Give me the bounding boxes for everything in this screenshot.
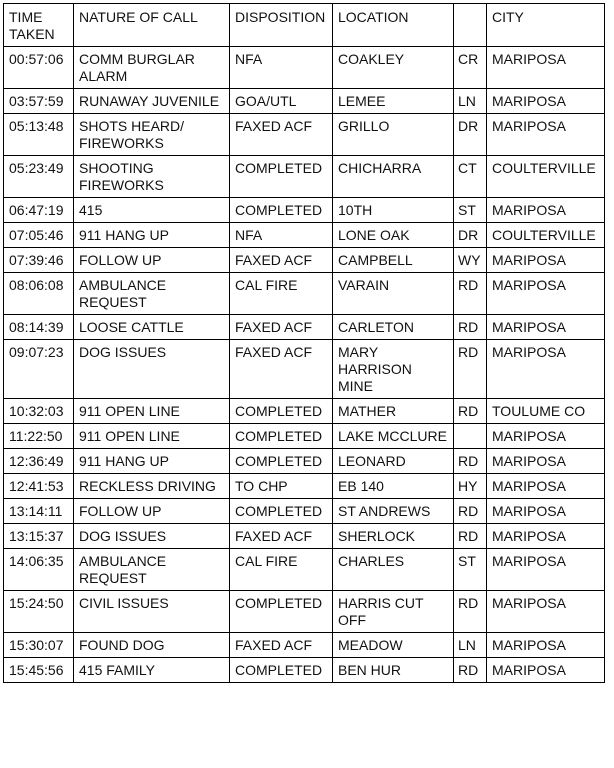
cell-location: LEONARD bbox=[333, 449, 454, 474]
table-row bbox=[4, 89, 605, 114]
cell-location: GRILLO bbox=[333, 114, 454, 156]
cell-city: COULTERVILLE bbox=[487, 223, 605, 248]
cell-disposition: FAXED ACF bbox=[230, 248, 333, 273]
cell-disposition: COMPLETED bbox=[230, 399, 333, 424]
cell-disposition: NFA bbox=[230, 223, 333, 248]
cell-city: MARIPOSA bbox=[487, 273, 605, 315]
cell-city: MARIPOSA bbox=[487, 47, 605, 89]
cell-location: 10TH bbox=[333, 198, 454, 223]
table-row bbox=[4, 248, 605, 273]
cell-street-suffix: RD bbox=[454, 591, 487, 633]
cell-street-suffix: RD bbox=[454, 273, 487, 315]
header-city: CITY bbox=[487, 4, 605, 47]
cell-disposition: FAXED ACF bbox=[230, 340, 333, 399]
cell-time: 12:41:53 bbox=[4, 474, 74, 499]
cell-street-suffix: CT bbox=[454, 156, 487, 198]
cell-time: 13:15:37 bbox=[4, 524, 74, 549]
table-row bbox=[4, 223, 605, 248]
cell-time: 05:13:48 bbox=[4, 114, 74, 156]
cell-location: EB 140 bbox=[333, 474, 454, 499]
header-time: TIME TAKEN bbox=[4, 4, 74, 47]
cell-nature: 911 HANG UP bbox=[74, 223, 230, 248]
cell-location: CHICHARRA bbox=[333, 156, 454, 198]
cell-street-suffix: DR bbox=[454, 114, 487, 156]
cell-time: 08:06:08 bbox=[4, 273, 74, 315]
table-row bbox=[4, 549, 605, 591]
cell-street-suffix: ST bbox=[454, 198, 487, 223]
table-body bbox=[4, 47, 605, 683]
cell-city: MARIPOSA bbox=[487, 340, 605, 399]
cell-disposition: FAXED ACF bbox=[230, 524, 333, 549]
cell-time: 09:07:23 bbox=[4, 340, 74, 399]
cell-time: 15:24:50 bbox=[4, 591, 74, 633]
table-row bbox=[4, 114, 605, 156]
cell-time: 07:39:46 bbox=[4, 248, 74, 273]
table-row bbox=[4, 424, 605, 449]
cell-nature: DOG ISSUES bbox=[74, 340, 230, 399]
cell-disposition: FAXED ACF bbox=[230, 315, 333, 340]
cell-time: 15:45:56 bbox=[4, 658, 74, 683]
cell-location: MEADOW bbox=[333, 633, 454, 658]
cell-nature: FOLLOW UP bbox=[74, 499, 230, 524]
cell-location: LEMEE bbox=[333, 89, 454, 114]
cell-nature: 415 bbox=[74, 198, 230, 223]
table-row bbox=[4, 315, 605, 340]
cell-nature: 415 FAMILY bbox=[74, 658, 230, 683]
cell-city: MARIPOSA bbox=[487, 449, 605, 474]
table-row bbox=[4, 591, 605, 633]
cell-street-suffix: RD bbox=[454, 399, 487, 424]
cell-location: CAMPBELL bbox=[333, 248, 454, 273]
cell-city: MARIPOSA bbox=[487, 633, 605, 658]
cell-time: 10:32:03 bbox=[4, 399, 74, 424]
cell-location: BEN HUR bbox=[333, 658, 454, 683]
cell-city: MARIPOSA bbox=[487, 424, 605, 449]
cell-disposition: COMPLETED bbox=[230, 658, 333, 683]
cell-city: MARIPOSA bbox=[487, 549, 605, 591]
cell-street-suffix: CR bbox=[454, 47, 487, 89]
cell-street-suffix: RD bbox=[454, 449, 487, 474]
header-row bbox=[4, 4, 605, 47]
cell-city: TOULUME CO bbox=[487, 399, 605, 424]
cell-street-suffix: HY bbox=[454, 474, 487, 499]
header-nature: NATURE OF CALL bbox=[74, 4, 230, 47]
cell-disposition: NFA bbox=[230, 47, 333, 89]
cell-nature: FOLLOW UP bbox=[74, 248, 230, 273]
cell-location: CARLETON bbox=[333, 315, 454, 340]
cell-location: ST ANDREWS bbox=[333, 499, 454, 524]
cell-disposition: CAL FIRE bbox=[230, 549, 333, 591]
cell-time: 08:14:39 bbox=[4, 315, 74, 340]
cell-location: MARY HARRISON MINE bbox=[333, 340, 454, 399]
cell-city: MARIPOSA bbox=[487, 248, 605, 273]
cell-city: COULTERVILLE bbox=[487, 156, 605, 198]
cell-nature: FOUND DOG bbox=[74, 633, 230, 658]
cell-nature: CIVIL ISSUES bbox=[74, 591, 230, 633]
cell-location: LONE OAK bbox=[333, 223, 454, 248]
cell-location: CHARLES bbox=[333, 549, 454, 591]
cell-disposition: COMPLETED bbox=[230, 156, 333, 198]
cell-location: COAKLEY bbox=[333, 47, 454, 89]
cell-time: 06:47:19 bbox=[4, 198, 74, 223]
table-row bbox=[4, 399, 605, 424]
table-row bbox=[4, 273, 605, 315]
cell-disposition: TO CHP bbox=[230, 474, 333, 499]
cell-disposition: COMPLETED bbox=[230, 449, 333, 474]
header-disposition: DISPOSITION bbox=[230, 4, 333, 47]
cell-street-suffix: LN bbox=[454, 633, 487, 658]
cell-nature: SHOOTING FIREWORKS bbox=[74, 156, 230, 198]
cell-street-suffix: RD bbox=[454, 315, 487, 340]
cell-disposition: GOA/UTL bbox=[230, 89, 333, 114]
cell-nature: LOOSE CATTLE bbox=[74, 315, 230, 340]
table-row bbox=[4, 474, 605, 499]
cell-nature: DOG ISSUES bbox=[74, 524, 230, 549]
table-row bbox=[4, 499, 605, 524]
cell-nature: SHOTS HEARD/ FIREWORKS bbox=[74, 114, 230, 156]
cell-nature: 911 OPEN LINE bbox=[74, 399, 230, 424]
cell-time: 00:57:06 bbox=[4, 47, 74, 89]
cell-city: MARIPOSA bbox=[487, 315, 605, 340]
header-suffix bbox=[454, 4, 487, 47]
cell-city: MARIPOSA bbox=[487, 114, 605, 156]
table-row bbox=[4, 524, 605, 549]
cell-city: MARIPOSA bbox=[487, 89, 605, 114]
cell-disposition: COMPLETED bbox=[230, 499, 333, 524]
table-row bbox=[4, 340, 605, 399]
cell-city: MARIPOSA bbox=[487, 474, 605, 499]
cell-time: 14:06:35 bbox=[4, 549, 74, 591]
cell-street-suffix: ST bbox=[454, 549, 487, 591]
cell-time: 03:57:59 bbox=[4, 89, 74, 114]
cell-time: 12:36:49 bbox=[4, 449, 74, 474]
cell-disposition: COMPLETED bbox=[230, 198, 333, 223]
cell-disposition: FAXED ACF bbox=[230, 114, 333, 156]
header-location: LOCATION bbox=[333, 4, 454, 47]
cell-time: 05:23:49 bbox=[4, 156, 74, 198]
cell-city: MARIPOSA bbox=[487, 591, 605, 633]
cell-location: VARAIN bbox=[333, 273, 454, 315]
cell-city: MARIPOSA bbox=[487, 658, 605, 683]
table-row bbox=[4, 198, 605, 223]
cell-street-suffix: WY bbox=[454, 248, 487, 273]
cell-nature: AMBULANCE REQUEST bbox=[74, 273, 230, 315]
cell-location: LAKE MCCLURE bbox=[333, 424, 454, 449]
cell-street-suffix: RD bbox=[454, 658, 487, 683]
cell-disposition: FAXED ACF bbox=[230, 633, 333, 658]
cell-street-suffix: LN bbox=[454, 89, 487, 114]
cell-street-suffix: RD bbox=[454, 524, 487, 549]
cell-city: MARIPOSA bbox=[487, 499, 605, 524]
cell-disposition: CAL FIRE bbox=[230, 273, 333, 315]
cell-time: 15:30:07 bbox=[4, 633, 74, 658]
cell-location: MATHER bbox=[333, 399, 454, 424]
cell-nature: 911 OPEN LINE bbox=[74, 424, 230, 449]
cell-time: 11:22:50 bbox=[4, 424, 74, 449]
cell-disposition: COMPLETED bbox=[230, 424, 333, 449]
table-row bbox=[4, 449, 605, 474]
cell-nature: COMM BURGLAR ALARM bbox=[74, 47, 230, 89]
cell-time: 07:05:46 bbox=[4, 223, 74, 248]
table-row bbox=[4, 633, 605, 658]
table-row bbox=[4, 658, 605, 683]
cell-disposition: COMPLETED bbox=[230, 591, 333, 633]
cell-location: HARRIS CUT OFF bbox=[333, 591, 454, 633]
cell-city: MARIPOSA bbox=[487, 198, 605, 223]
cell-street-suffix bbox=[454, 424, 487, 449]
cell-time: 13:14:11 bbox=[4, 499, 74, 524]
cell-city: MARIPOSA bbox=[487, 524, 605, 549]
cell-nature: 911 HANG UP bbox=[74, 449, 230, 474]
cell-nature: RECKLESS DRIVING bbox=[74, 474, 230, 499]
cell-location: SHERLOCK bbox=[333, 524, 454, 549]
table-row bbox=[4, 47, 605, 89]
cell-street-suffix: DR bbox=[454, 223, 487, 248]
cell-street-suffix: RD bbox=[454, 499, 487, 524]
cell-nature: AMBULANCE REQUEST bbox=[74, 549, 230, 591]
cell-nature: RUNAWAY JUVENILE bbox=[74, 89, 230, 114]
call-log-table bbox=[3, 3, 605, 683]
table-row bbox=[4, 156, 605, 198]
cell-street-suffix: RD bbox=[454, 340, 487, 399]
